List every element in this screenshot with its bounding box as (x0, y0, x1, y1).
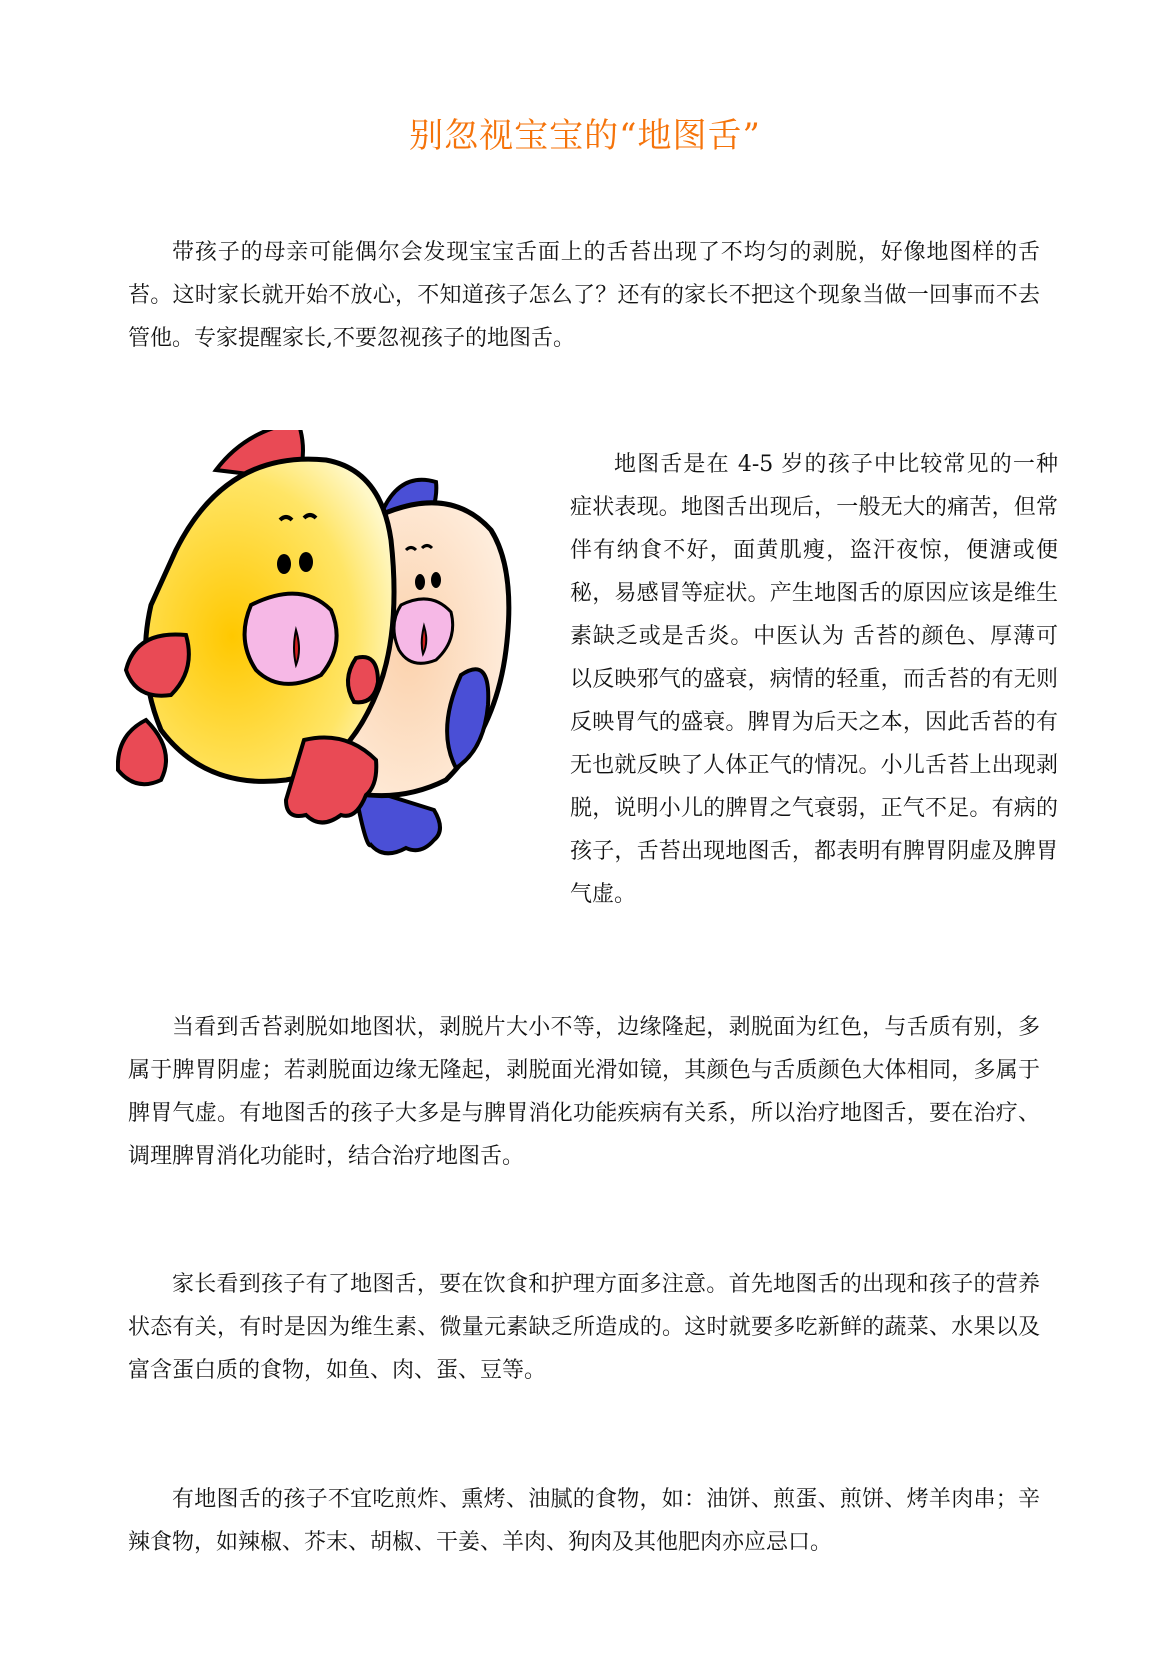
cartoon-fish-pair-icon (116, 430, 546, 910)
illustration (116, 430, 546, 910)
paragraph-intro: 带孩子的母亲可能偶尔会发现宝宝舌面上的舌苔出现了不均匀的剥脱，好像地图样的舌苔。这时家长就开始不放心，不知道孩子怎么了？还有的家长不把这个现象当做一回事而不去管他。专家提醒家长,不要忽视孩子的地图舌。 (128, 240, 1040, 351)
paragraph-food-avoid: 有地图舌的孩子不宜吃煎炸、熏烤、油腻的食物，如：油饼、煎蛋、煎饼、烤羊肉串；辛辣食物，如辣椒、芥末、胡椒、干姜、羊肉、狗肉及其他肥肉亦应忌口。 (128, 1487, 1040, 1555)
page-title: 别忽视宝宝的“地图舌” (409, 116, 761, 156)
paragraph-symptoms: 地图舌是在 4-5 岁的孩子中比较常见的一种症状表现。地图舌出现后，一般无大的痛苦，但常伴有纳食不好，面黄肌瘦，盗汗夜惊，便溏或便秘，易感冒等症状。产生地图舌的原因应该是维生素缺乏或是舌炎。中医认为 舌苔的颜色、厚薄可以反映邪气的盛衰，病情的轻重，而舌苔的有无则反映胃气的盛衰。脾胃为后天之本，因此舌苔的有无也就反映了人体正气的情况。小儿舌苔上出现剥脱，说明小儿的脾胃之气衰弱，正气不足。有病的孩子，舌苔出现地图舌，都表明有脾胃阴虚及脾胃气虚。 (570, 452, 1058, 907)
paragraph-diagnosis: 当看到舌苔剥脱如地图状，剥脱片大小不等，边缘隆起，剥脱面为红色，与舌质有别，多属于脾胃阴虚；若剥脱面边缘无隆起，剥脱面光滑如镜，其颜色与舌质颜色大体相同，多属于脾胃气虚。有地图舌的孩子大多是与脾胃消化功能疾病有关系，所以治疗地图舌，要在治疗、调理脾胃消化功能时，结合治疗地图舌。 (128, 1015, 1040, 1169)
paragraph-diet-advice: 家长看到孩子有了地图舌，要在饮食和护理方面多注意。首先地图舌的出现和孩子的营养状态有关，有时是因为维生素、微量元素缺乏所造成的。这时就要多吃新鲜的蔬菜、水果以及富含蛋白质的食物，如鱼、肉、蛋、豆等。 (128, 1272, 1040, 1383)
